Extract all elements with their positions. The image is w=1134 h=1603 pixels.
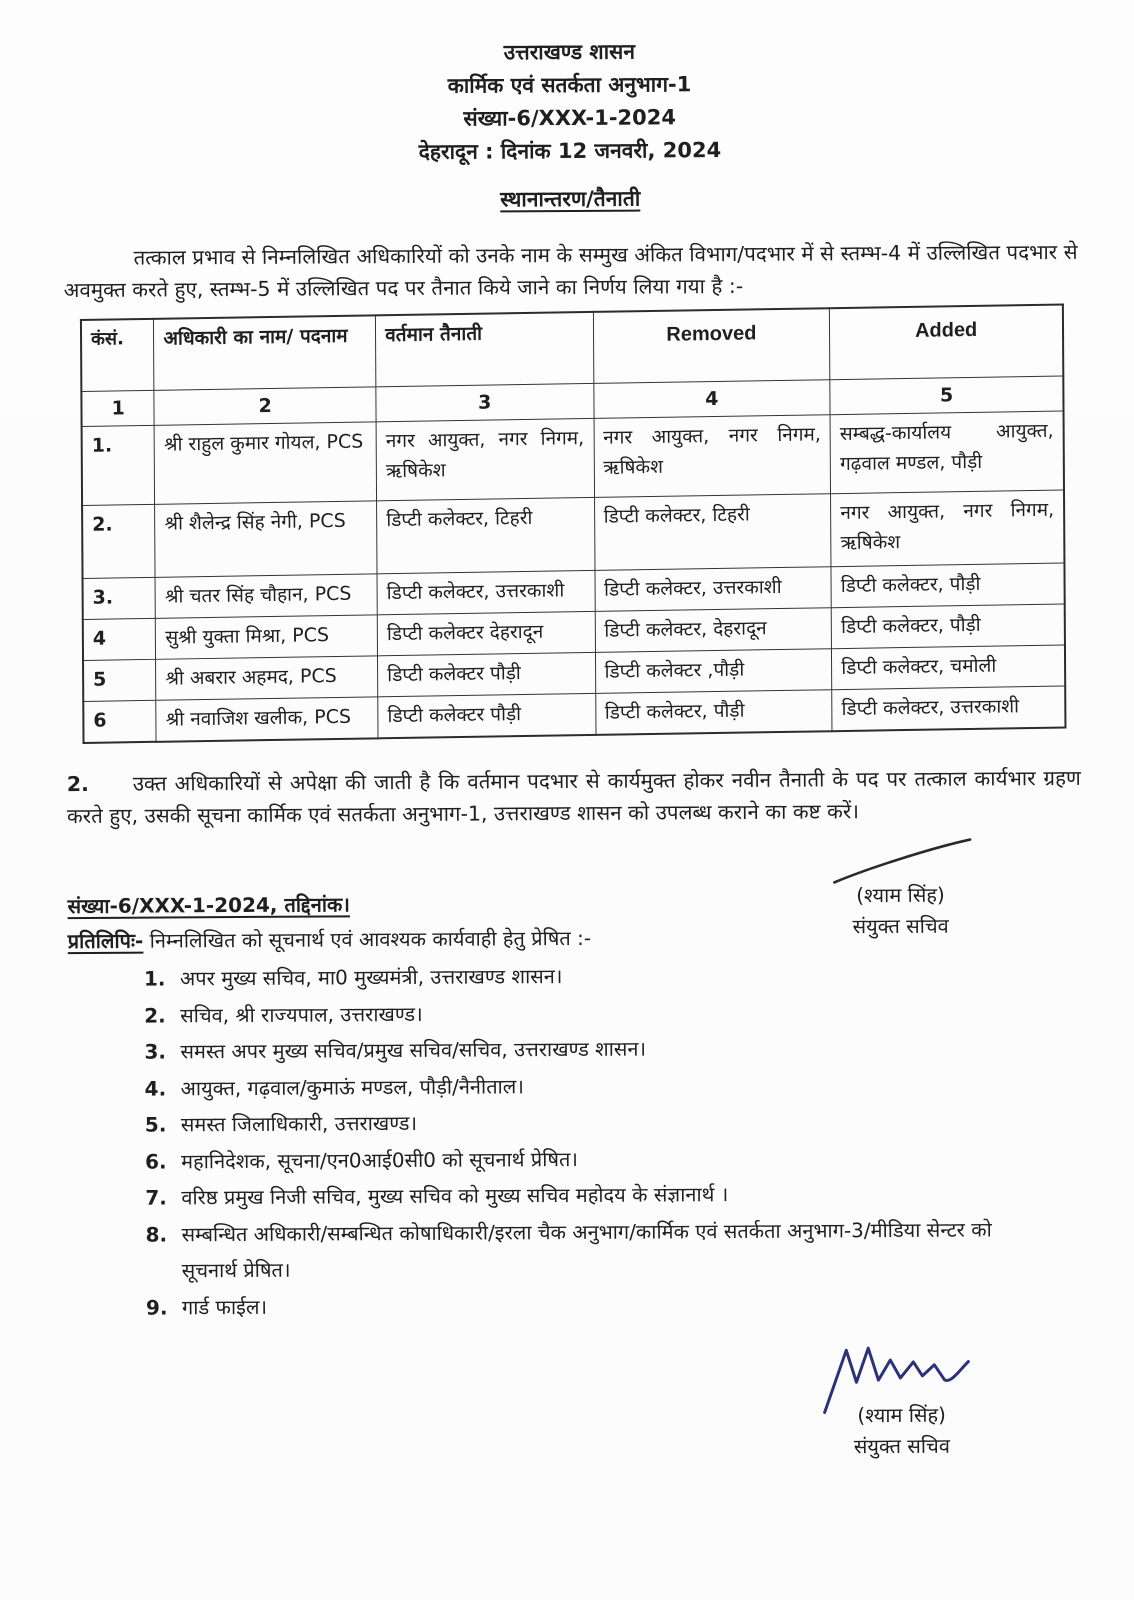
cell-added: डिप्टी कलेक्टर, चमोली [832, 645, 1065, 690]
cell-officer: श्री राहुल कुमार गोयल, PCS [154, 422, 376, 504]
cell-removed: डिप्टी कलेक्टर, टिहरी [594, 494, 831, 571]
cell-added: सम्बद्ध-कार्यालय आयुक्त, गढ़वाल मण्डल, पौड़ी [830, 411, 1064, 494]
cell-current: डिप्टी कलेक्टर, टिहरी [377, 497, 595, 573]
cell-current: नगर आयुक्त, नगर निगम, ऋषिकेश [376, 418, 594, 500]
item-text: अपर मुख्य सचिव, मा0 मुख्यमंत्री, उत्तराखण्ड शासन। [179, 964, 563, 991]
cell-current: डिप्टी कलेक्टर पौड़ी [378, 693, 596, 738]
copy-instruction: निम्नलिखित को सूचनार्थ एवं आवश्यक कार्यवाही हेतु प्रेषित :- [143, 925, 592, 953]
cell-removed: नगर आयुक्त, नगर निगम, ऋषिकेश [594, 415, 831, 498]
item-number: 6. [145, 1148, 167, 1174]
signatory-name: (श्याम सिंह) [856, 882, 945, 908]
cell-serial: 4 [83, 618, 156, 660]
item-text: आयुक्त, गढ़वाल/कुमाऊं मण्डल, पौड़ी/नैनीताल। [180, 1073, 524, 1100]
cell-serial: 5 [83, 659, 156, 701]
col-header-added: Added [830, 305, 1064, 380]
col-header-current: वर्तमान तैनाती [376, 312, 594, 387]
cell-added: डिप्टी कलेक्टर, पौड़ी [831, 563, 1064, 608]
list-item [144, 992, 1044, 1034]
cell-serial: 1. [82, 425, 155, 505]
government-name: उत्तराखण्ड शासन [503, 39, 636, 65]
item-number: 4. [144, 1075, 167, 1101]
colnum: 4 [593, 380, 830, 419]
item-text: महानिदेशक, सूचना/एन0आई0सी0 को सूचनार्थ प्रेषित। [181, 1146, 579, 1173]
paragraph-number: 2. [66, 771, 89, 797]
list-item [145, 1065, 1045, 1107]
item-text: सम्बन्धित अधिकारी/सम्बन्धित कोषाधिकारी/इरला चैक अनुभाग/कार्मिक एवं सतर्कता अनुभाग-3/मीडिया सेन्टर को सूचनार्थ प्रेषित। [181, 1216, 992, 1283]
item-number: 1. [143, 966, 166, 991]
cell-added: डिप्टी कलेक्टर, उत्तरकाशी [832, 686, 1066, 731]
cell-removed: डिप्टी कलेक्टर, देहरादून [595, 608, 832, 653]
copy-label: प्रतिलिपिः- [67, 928, 144, 954]
item-number: 5. [144, 1112, 167, 1137]
signatory-name: (श्याम सिंह) [857, 1402, 946, 1428]
col-header-name: अधिकारी का नाम/ पदनाम [154, 315, 376, 390]
signatory-title: संयुक्त सचिव [853, 1433, 950, 1459]
item-text: समस्त अपर मुख्य सचिव/प्रमुख सचिव/सचिव, उत्तराखण्ड शासन। [180, 1036, 647, 1064]
cell-removed: डिप्टी कलेक्टर ,पौड़ी [595, 649, 832, 694]
closing-paragraph-text: उक्त अधिकारियों से अपेक्षा की जाती है कि वर्तमान पदभार से कार्यमुक्त होकर नवीन तैनाती के पद पर तत्काल कार्यभार ग्रहण करते हुए, उसकी सूचना कार्मिक एवं सतर्कता अनुभाग-1, उत्तराखण्ड शासन को उपलब्ध कराने का कष्ट करें। [66, 765, 1081, 829]
colnum: 5 [830, 376, 1063, 415]
cell-serial: 6 [83, 700, 156, 743]
signature-stroke-icon [820, 833, 980, 886]
item-number: 9. [145, 1294, 168, 1320]
list-item [145, 1138, 1045, 1180]
list-item [144, 1028, 1044, 1070]
cell-current: डिप्टी कलेक्टर पौड़ी [378, 652, 596, 696]
place-date-line: देहरादून : दिनांक 12 जनवरी, 2024 [418, 138, 722, 164]
item-text: सचिव, श्री राज्यपाल, उत्तराखण्ड। [180, 1001, 423, 1027]
cell-officer: श्री चतर सिंह चौहान, PCS [155, 574, 377, 618]
cell-current: डिप्टी कलेक्टर देहरादून [377, 611, 595, 655]
cell-officer: श्री नवाजिश खलीक, PCS [156, 697, 378, 742]
item-number: 2. [144, 1002, 166, 1028]
item-text: समस्त जिलाधिकारी, उत्तराखण्ड। [180, 1110, 418, 1137]
col-header-serial: कंसं. [81, 319, 154, 392]
cell-officer: श्री शैलेन्द्र सिंह नेगी, PCS [155, 501, 377, 577]
item-text: गार्ड फाईल। [181, 1294, 268, 1319]
cell-officer: श्री अबरार अहमद, PCS [156, 656, 378, 700]
list-item [145, 1101, 1045, 1143]
letter-number: संख्या-6/XXX-1-2024 [463, 105, 677, 131]
closing-paragraph [67, 762, 1081, 832]
cell-removed: डिप्टी कलेक्टर, पौड़ी [595, 690, 832, 735]
department-name: कार्मिक एवं सतर्कता अनुभाग-1 [447, 72, 692, 98]
cell-added: डिप्टी कलेक्टर, पौड़ी [831, 604, 1064, 649]
colnum: 2 [154, 387, 376, 425]
signatory-title: संयुक्त सचिव [852, 913, 949, 939]
signature-block-2 [806, 1339, 997, 1462]
item-text: वरिष्ठ प्रमुख निजी सचिव, मुख्य सचिव को मुख्य सचिव महोदय के संज्ञानार्थ । [181, 1182, 729, 1210]
list-item [145, 1174, 1045, 1216]
cell-serial: 3. [83, 577, 156, 619]
colnum: 1 [81, 390, 154, 426]
subject-title: स्थानान्तरण/तैनाती [500, 186, 641, 212]
table-row [82, 411, 1064, 505]
signature-block-1 [805, 833, 996, 942]
reference-number: संख्या-6/XXX-1-2024, तद्दिनांक। [67, 892, 350, 919]
cell-serial: 2. [82, 504, 155, 578]
opening-paragraph: तत्काल प्रभाव से निम्नलिखित अधिकारियों को उनके नाम के सम्मुख अंकित विभाग/पदभार में से स्तम्भ-4 में उल्लिखित पदभार से अवमुक्त करते हुए, स्तम्भ-5 में उल्लिखित पद पर तैनात किये जाने का निर्णय लिया गया है :- [63, 239, 1078, 303]
item-number: 7. [145, 1185, 167, 1210]
colnum: 3 [376, 383, 594, 421]
distribution-list [144, 955, 1046, 1325]
letterhead [62, 33, 1077, 171]
list-item [146, 1284, 1046, 1326]
col-header-removed: Removed [593, 308, 830, 383]
item-number: 8. [145, 1221, 168, 1247]
item-number: 3. [144, 1039, 167, 1064]
cell-officer: सुश्री युक्ता मिश्रा, PCS [156, 615, 378, 659]
cell-current: डिप्टी कलेक्टर, उत्तरकाशी [377, 570, 595, 614]
transfer-table [80, 304, 1067, 744]
cell-removed: डिप्टी कलेक्टर, उत्तरकाशी [594, 567, 831, 612]
list-item [144, 955, 1044, 997]
cell-added: नगर आयुक्त, नगर निगम, ऋषिकेश [831, 490, 1065, 567]
list-item [145, 1211, 1045, 1289]
